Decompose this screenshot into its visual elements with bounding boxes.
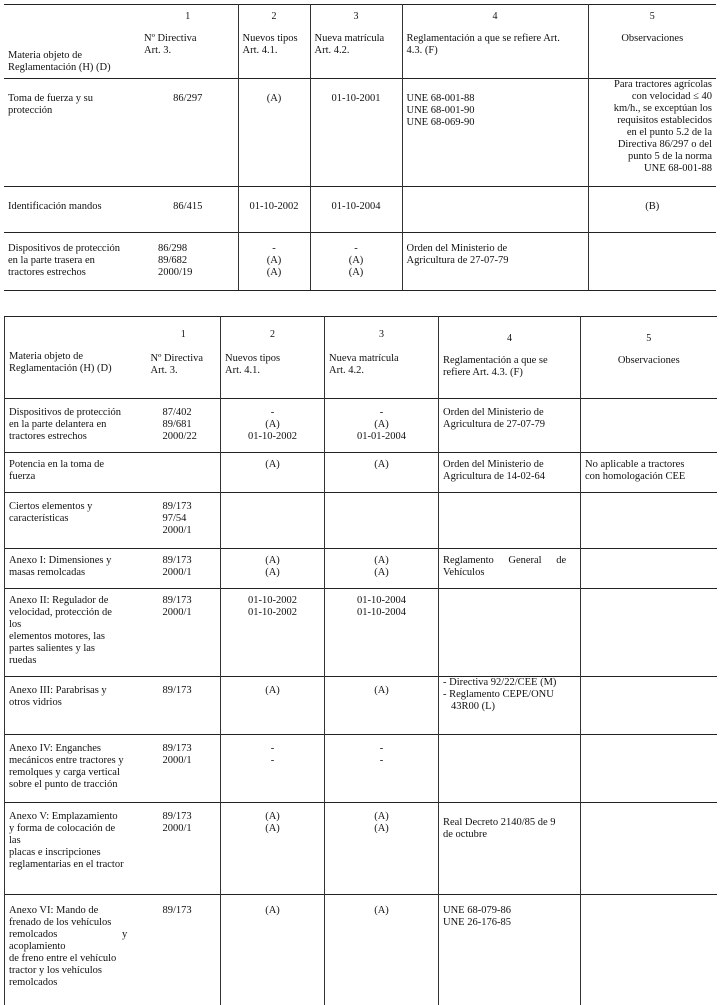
header-reglamentacion: 4 Reglamentación a que se refiere Art. 4.3. (F) (439, 317, 581, 399)
cell-observaciones (581, 549, 717, 589)
cell-nueva-matricula: 01-10-2001 (310, 79, 402, 187)
cell-observaciones: Para tractores agrícolas con velocidad ≤ 40 km/h., se exceptúan los requisitos establecidos en el punto 5.2 de la Directiva 86/297 o del punto 5 de la norma UNE 68-001-88 (588, 79, 716, 187)
cell-observaciones (581, 803, 717, 895)
cell-directiva: 89/173 2000/1 (147, 589, 221, 677)
cell-observaciones (581, 895, 717, 1005)
table-row (5, 493, 717, 549)
table-row (5, 589, 717, 677)
cell-reglamentacion: UNE 68-079-86 UNE 26-176-85 (439, 895, 581, 1005)
cell-directiva: 89/173 (147, 895, 221, 1005)
table2-header-row (5, 317, 717, 399)
table-row (5, 895, 717, 1005)
cell-materia: Anexo V: Emplazamiento y forma de colocación de las placas e inscripciones reglamentarias en el tractor (5, 803, 147, 895)
cell-materia: Anexo IV: Enganches mecánicos entre tractores y remolques y carga vertical sobre el punto de tracción (5, 735, 147, 803)
cell-nueva-matricula: (A) (325, 677, 439, 735)
cell-reglamentacion (439, 589, 581, 677)
cell-materia: Anexo VI: Mando de frenado de los vehículos remolcados y acoplamiento de freno entre el vehículo tractor y los vehículos remolcados (5, 895, 147, 1005)
header-nueva-matricula: 3 Nueva matrícula Art. 4.2. (325, 317, 439, 399)
header-observaciones: 5 Observaciones (588, 5, 716, 79)
cell-reglamentacion: Orden del Ministerio de Agricultura de 27-07-79 (439, 399, 581, 453)
header-directiva: 1 Nº Directiva Art. 3. (138, 5, 238, 79)
cell-materia: Dispositivos de protección en la parte trasera en tractores estrechos (4, 233, 138, 291)
cell-observaciones (581, 677, 717, 735)
cell-nuevos-tipos: 01-10-2002 01-10-2002 (221, 589, 325, 677)
cell-nueva-matricula: - - (325, 735, 439, 803)
cell-nuevos-tipos: - - (221, 735, 325, 803)
cell-nuevos-tipos: 01-10-2002 (238, 187, 310, 233)
cell-nueva-matricula: (A) (325, 895, 439, 1005)
cell-materia: Identificación mandos (4, 187, 138, 233)
cell-nueva-matricula: 01-10-2004 (310, 187, 402, 233)
cell-nueva-matricula: - (A) 01-01-2004 (325, 399, 439, 453)
table-row (5, 549, 717, 589)
cell-observaciones (581, 735, 717, 803)
cell-materia: Potencia en la toma de fuerza (5, 453, 147, 493)
regulation-table-2 (4, 316, 717, 1005)
table-row (5, 399, 717, 453)
regulation-table-1 (4, 4, 716, 291)
cell-nueva-matricula: 01-10-2004 01-10-2004 (325, 589, 439, 677)
cell-observaciones (581, 399, 717, 453)
cell-nuevos-tipos: (A) (A) (221, 803, 325, 895)
cell-directiva: 89/173 2000/1 (147, 803, 221, 895)
cell-nuevos-tipos: (A) (221, 453, 325, 493)
cell-directiva: 89/173 97/54 2000/1 (147, 493, 221, 549)
header-directiva: 1 Nº Directiva Art. 3. (147, 317, 221, 399)
header-nuevos-tipos: 2 Nuevos tipos Art. 4.1. (221, 317, 325, 399)
cell-observaciones: No aplicable a tractores con homologación CEE (581, 453, 717, 493)
table-row (4, 233, 716, 291)
cell-reglamentacion: Reglamento General de Vehículos (439, 549, 581, 589)
cell-directiva: 86/415 (138, 187, 238, 233)
cell-materia: Toma de fuerza y su protección (4, 79, 138, 187)
cell-reglamentacion (439, 735, 581, 803)
cell-nuevos-tipos (221, 493, 325, 549)
cell-materia: Anexo III: Parabrisas y otros vidrios (5, 677, 147, 735)
cell-nuevos-tipos: (A) (221, 677, 325, 735)
cell-nueva-matricula: - (A) (A) (310, 233, 402, 291)
cell-directiva: 89/173 2000/1 (147, 735, 221, 803)
cell-materia: Anexo I: Dimensiones y masas remolcadas (5, 549, 147, 589)
cell-materia: Ciertos elementos y características (5, 493, 147, 549)
cell-nueva-matricula: (A) (325, 453, 439, 493)
cell-directiva: 86/297 (138, 79, 238, 187)
cell-nuevos-tipos: - (A) (A) (238, 233, 310, 291)
cell-reglamentacion: Orden del Ministerio de Agricultura de 14-02-64 (439, 453, 581, 493)
cell-reglamentacion (439, 493, 581, 549)
cell-directiva: 87/402 89/681 2000/22 (147, 399, 221, 453)
cell-nuevos-tipos: - (A) 01-10-2002 (221, 399, 325, 453)
cell-nueva-matricula: (A) (A) (325, 803, 439, 895)
table-row (5, 453, 717, 493)
table-row (4, 79, 716, 187)
cell-reglamentacion: UNE 68-001-88 UNE 68-001-90 UNE 68-069-90 (402, 79, 588, 187)
cell-observaciones (581, 493, 717, 549)
cell-nuevos-tipos: (A) (238, 79, 310, 187)
table-row (5, 735, 717, 803)
cell-materia: Dispositivos de protección en la parte delantera en tractores estrechos (5, 399, 147, 453)
cell-reglamentacion: Orden del Ministerio de Agricultura de 27-07-79 (402, 233, 588, 291)
cell-nuevos-tipos: (A) (221, 895, 325, 1005)
table-row (5, 677, 717, 735)
table-row (5, 803, 717, 895)
cell-nueva-matricula: (A) (A) (325, 549, 439, 589)
cell-directiva (147, 453, 221, 493)
cell-reglamentacion: Real Decreto 2140/85 de 9 de octubre (439, 803, 581, 895)
header-reglamentacion: 4 Reglamentación a que se refiere Art. 4.3. (F) (402, 5, 588, 79)
cell-observaciones (581, 589, 717, 677)
cell-reglamentacion (402, 187, 588, 233)
cell-observaciones (588, 233, 716, 291)
table1-header-row (4, 5, 716, 79)
header-observaciones: 5 Observaciones (581, 317, 717, 399)
cell-nuevos-tipos: (A) (A) (221, 549, 325, 589)
header-materia: Materia objeto de Reglamentación (H) (D) (5, 317, 147, 399)
header-materia: Materia objeto de Reglamentación (H) (D) (4, 5, 138, 79)
header-nueva-matricula: 3 Nueva matrícula Art. 4.2. (310, 5, 402, 79)
header-nuevos-tipos: 2 Nuevos tipos Art. 4.1. (238, 5, 310, 79)
cell-materia: Anexo II: Regulador de velocidad, protección de los elementos motores, las partes salientes y las ruedas (5, 589, 147, 677)
cell-nueva-matricula (325, 493, 439, 549)
cell-observaciones: (B) (588, 187, 716, 233)
cell-directiva: 89/173 (147, 677, 221, 735)
cell-reglamentacion: - Directiva 92/22/CEE (M) - Reglamento CEPE/ONU 43R00 (L) (439, 677, 581, 735)
cell-directiva: 86/298 89/682 2000/19 (138, 233, 238, 291)
cell-directiva: 89/173 2000/1 (147, 549, 221, 589)
table-row (4, 187, 716, 233)
